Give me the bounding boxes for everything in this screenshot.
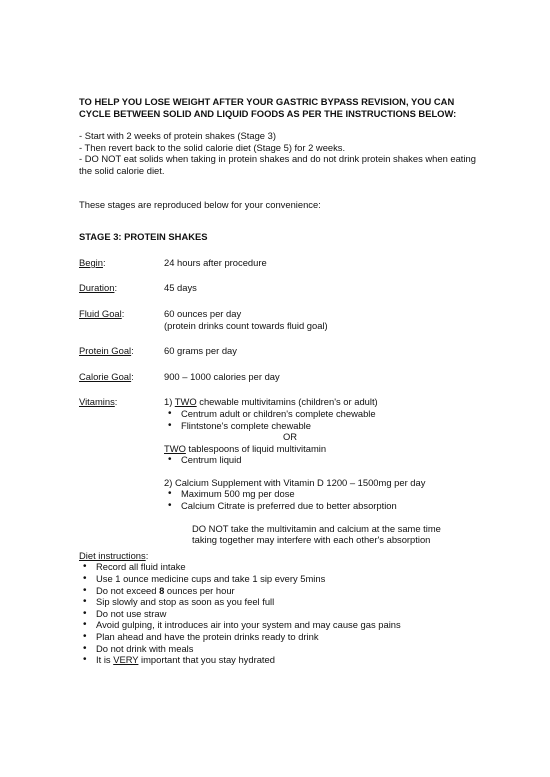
begin-value: 24 hours after procedure [164,256,267,268]
list-item: • Calcium Citrate is preferred due to better absorption [164,500,479,512]
fluid-row: Fluid Goal: 60 ounces per day (protein drinks count towards fluid goal) [79,308,479,331]
calorie-row: Calorie Goal: 900 – 1000 calories per day [79,371,479,383]
fluid-label: Fluid Goal [79,307,122,319]
diet-title: Diet instructions: [79,549,149,561]
vitamins-row: Vitamins: 1) TWO chewable multivitamins (children's or adult) • Centrum adult or children's complete chewable • Flintstone's complete chewable OR TWO tablespoons of liquid multivitamin • Centrum liquid 2) Calcium Supplement with Vitamin D 1200 – 1500mg per day • Maximum 500 mg per dose • Calcium Citrate is preferred due to better absorption DO NOT take the multivitamin and calcium at the same time taking together may interfere with each other's absorption [79,396,479,546]
intro-line: - Start with 2 weeks of protein shakes (Stage 3) [79,130,276,142]
fluid-note: (protein drinks count towards fluid goal) [164,319,328,331]
calorie-label: Calorie Goal [79,370,132,382]
list-item: • Record all fluid intake [79,561,479,573]
diet-list [79,561,479,665]
vitamin-option-1: 1) TWO chewable multivitamins (children's or adult) [164,396,378,408]
intro-line: - Then revert back to the solid calorie diet (Stage 5) for 2 weeks. [79,141,346,153]
calorie-value: 900 – 1000 calories per day [164,370,280,382]
protein-value: 60 grams per day [164,345,237,357]
begin-row: Begin: 24 hours after procedure [79,257,479,269]
vitamin-liquid-list [164,454,479,466]
duration-row: Duration: 45 days [79,282,479,294]
vitamin-list-2 [164,488,479,511]
list-item: • Flintstone's complete chewable [164,420,479,432]
list-item: • Do not exceed 8 ounces per hour [79,585,479,597]
protein-row: Protein Goal: 60 grams per day [79,345,479,357]
duration-value: 45 days [164,282,197,294]
list-item: • Use 1 ounce medicine cups and take 1 sip every 5mins [79,573,479,585]
vitamin-liquid-option: TWO tablespoons of liquid multivitamin [164,442,327,454]
duration-label: Duration [79,282,115,294]
list-item: • Plan ahead and have the protein drinks ready to drink [79,631,479,643]
list-item: • Sip slowly and stop as soon as you feel full [79,596,479,608]
intro-line: - DO NOT eat solids when taking in protein shakes and do not drink protein shakes when eating the solid calorie diet. [79,153,476,176]
absorption-note-1: DO NOT take the multivitamin and calcium at the same time [192,522,441,534]
fluid-value: 60 ounces per day [164,307,242,319]
protein-label: Protein Goal [79,345,132,357]
vitamin-option-2: 2) Calcium Supplement with Vitamin D 1200 – 1500mg per day [164,476,426,488]
convenience-text: These stages are reproduced below for your convenience: [79,198,321,210]
begin-label: Begin [79,256,103,268]
list-item: • Do not drink with meals [79,643,479,655]
list-item: • Centrum liquid [164,454,479,466]
intro-heading: TO HELP YOU LOSE WEIGHT AFTER YOUR GASTRIC BYPASS REVISION, YOU CAN CYCLE BETWEEN SOLID AND LIQUID FOODS AS PER THE INSTRUCTIONS BELOW: [79,96,457,119]
absorption-note-2: taking together may interfere with each other's absorption [192,534,431,546]
document-page [79,96,479,666]
list-item: • Avoid gulping, it introduces air into your system and may cause gas pains [79,619,479,631]
list-item: • It is VERY important that you stay hydrated [79,654,479,666]
vitamins-label: Vitamins [79,396,115,408]
list-item: • Maximum 500 mg per dose [164,488,479,500]
stage-title: STAGE 3: PROTEIN SHAKES [79,231,208,243]
vitamin-list-1 [164,408,479,431]
list-item: • Do not use straw [79,608,479,620]
list-item: • Centrum adult or children's complete chewable [164,408,479,420]
or-text: OR [283,431,298,443]
